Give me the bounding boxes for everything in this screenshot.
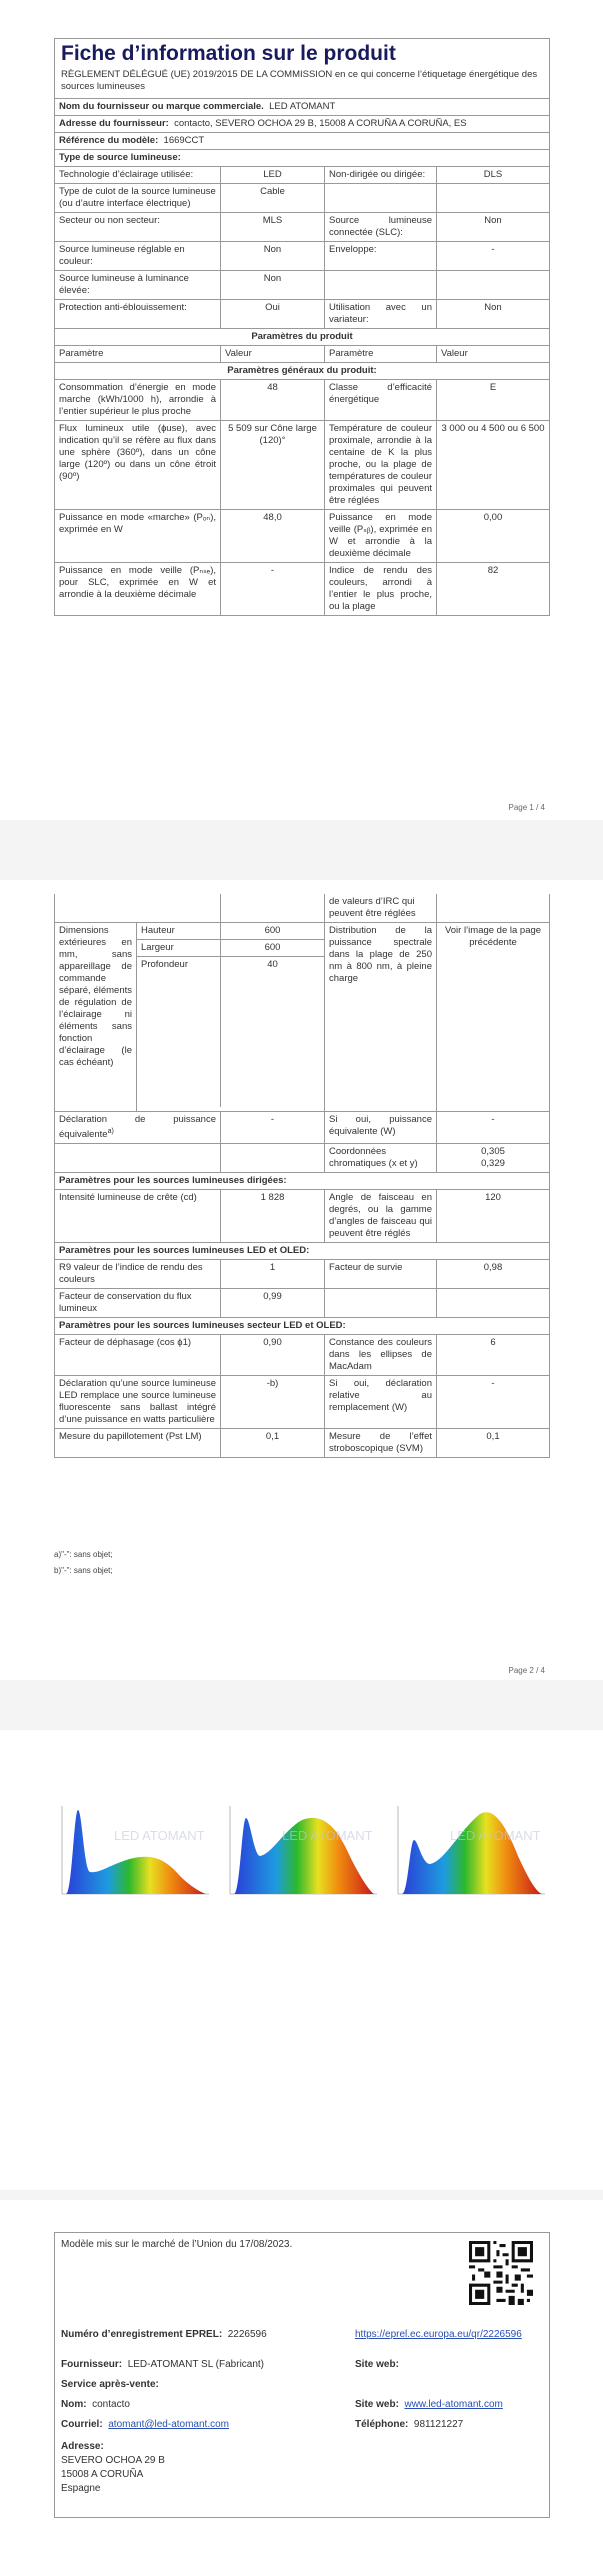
cell-value: -b) <box>221 1376 325 1428</box>
addr-label: Adresse: <box>61 2441 104 2452</box>
type-row <box>55 167 549 184</box>
footnote-a: a)"-": sans objet; <box>54 1550 113 1559</box>
cell-value: Non <box>484 302 502 313</box>
cell-label: Enveloppe: <box>325 242 437 270</box>
cell-value: Voir l’image de la page précédente <box>444 925 542 948</box>
page-number: Page 1 / 4 <box>508 803 545 812</box>
cell-label: Intensité lumineuse de crête (cd) <box>55 1190 221 1242</box>
info-sheet-page-1 <box>54 38 550 616</box>
site-label: Site web: <box>355 2359 399 2370</box>
mls-header: Paramètres pour les sources lumineuses secteur LED et OLED: <box>59 1320 346 1332</box>
cell-label: R9 valeur de l’indice de rendu des couleurs <box>55 1260 221 1288</box>
param-row <box>55 1112 549 1144</box>
cell-label: Classe d’efficacité énergétique <box>325 380 437 420</box>
eprel-link[interactable]: https://eprel.ec.europa.eu/qr/2226596 <box>355 2329 522 2340</box>
reg-label: Numéro d’enregistrement EPREL: <box>61 2329 223 2340</box>
cell-label: Angle de faisceau en degrés, ou la gamme d’angles de faisceau qui peuvent être réglés <box>325 1190 437 1242</box>
watermark-text: LED ATOMANT <box>450 1828 541 1843</box>
cell-value: 0,1 <box>486 1431 500 1443</box>
cell-value: 6 <box>490 1337 496 1349</box>
type-row <box>55 271 549 300</box>
page-4 <box>0 2200 603 2560</box>
footnote-b: b)"-": sans objet; <box>54 1566 113 1575</box>
type-row <box>55 242 549 271</box>
param-row <box>55 1289 549 1318</box>
eprel-info-box <box>54 2232 550 2518</box>
cell-label: Puissance en mode veille (Pₛᵦ), exprimée en W et arrondie à la deuxième décimale <box>325 510 437 562</box>
width-value: 600 <box>264 942 281 953</box>
page-2 <box>0 880 603 1680</box>
depth-value: 40 <box>267 959 278 970</box>
spectrum-image-1 <box>54 1800 214 1900</box>
led-header: Paramètres pour les sources lumineuses LED et OLED: <box>59 1245 310 1257</box>
supplier-label: Fournisseur: <box>61 2359 123 2370</box>
col-param: Paramètre <box>55 346 221 362</box>
cell-value: - <box>491 1378 495 1390</box>
name-value: contacto <box>92 2399 130 2410</box>
cell-label: Si oui, puissance équivalente (W) <box>325 1112 437 1143</box>
cell-label: Source lumineuse connectée (SLC): <box>325 213 437 241</box>
cell-value: 48,0 <box>221 510 325 562</box>
col-value: Valeur <box>441 348 468 359</box>
cell-value: - <box>221 563 325 615</box>
height-label: Hauteur <box>137 923 221 939</box>
cell-label: Flux lumineux utile (ɸuse), avec indication qu’il se réfère au flux dans une sphère (360º), dans un cône large (120º) ou dans un cône étroit (90º) <box>55 421 221 509</box>
cell-value: 48 <box>221 380 325 420</box>
cell-value <box>437 271 549 299</box>
cell-value: - <box>491 1114 495 1125</box>
cell-value: 0,00 <box>483 512 503 523</box>
cell-value: 120 <box>485 1192 501 1204</box>
cell-value <box>437 1289 549 1317</box>
cell-label: de valeurs d’IRC qui peuvent être réglées <box>325 894 437 922</box>
width-label: Largeur <box>137 940 221 956</box>
cell-label: Puissance en mode «marche» (Pₒₙ), exprimée en W <box>55 510 221 562</box>
type-row <box>55 300 549 329</box>
reg-value: 2226596 <box>227 2329 267 2340</box>
cell-label: Mesure du papillotement (Pst LM) <box>55 1429 221 1457</box>
cell-value: 0,90 <box>221 1335 325 1375</box>
cell-value: Non <box>221 242 325 270</box>
col-param: Paramètre <box>325 346 437 362</box>
cell-value <box>221 1144 325 1172</box>
supplier-value: LED-ATOMANT SL (Fabricant) <box>127 2359 265 2370</box>
page-number: Page 2 / 4 <box>508 1666 545 1675</box>
cell-value: 0,305 0,329 <box>481 1146 505 1170</box>
address-label: Adresse du fournisseur: <box>59 118 169 129</box>
type-header: Type de source lumineuse: <box>59 152 181 163</box>
cell-label: Puissance en mode veille (Pₙₛₑ), pour SLC, exprimée en W et arrondie à la deuxième décimale <box>55 563 221 615</box>
cell-label: Technologie d’éclairage utilisée: <box>55 167 221 183</box>
page-3 <box>0 1730 603 2190</box>
col-value: Valeur <box>221 346 325 362</box>
cell-value: Non <box>221 271 325 299</box>
cell-value: - <box>491 244 495 255</box>
email-link[interactable]: atomant@led-atomant.com <box>108 2419 229 2430</box>
model-label: Référence du modèle: <box>59 135 159 146</box>
param-row <box>55 1429 549 1457</box>
cell-label: Facteur de conservation du flux lumineux <box>55 1289 221 1317</box>
cell-label: Indice de rendu des couleurs, arrondi à l’entier le plus proche, ou la plage <box>325 563 437 615</box>
supplier-label: Nom du fournisseur ou marque commerciale. <box>59 101 264 112</box>
param-row <box>55 1335 549 1376</box>
website-link[interactable]: www.led-atomant.com <box>404 2399 503 2410</box>
tel-value: 981121227 <box>413 2419 464 2430</box>
cell-value: MLS <box>221 213 325 241</box>
param-row <box>55 563 549 615</box>
cell-label: Consommation d’énergie en mode marche (kWh/1000 h), arrondie à l’entier supérieur le plus proche <box>55 380 221 420</box>
cell-label <box>325 271 437 299</box>
cell-label: Facteur de survie <box>325 1260 437 1288</box>
cell-label: Facteur de déphasage (cos ϕ1) <box>55 1335 221 1375</box>
cell-label: Constance des couleurs dans les ellipses de MacAdam <box>325 1335 437 1375</box>
param-row <box>55 421 549 510</box>
cell-label: Distribution de la puissance spectrale dans la plage de 250 nm à 800 nm, à pleine charge <box>325 923 437 1111</box>
cell-value: Oui <box>221 300 325 328</box>
cell-value: DLS <box>483 169 503 180</box>
height-value: 600 <box>264 925 281 936</box>
cell-value: 1 828 <box>221 1190 325 1242</box>
type-row <box>55 213 549 242</box>
spectrum-image-3 <box>390 1800 550 1900</box>
cell-value: 0,1 <box>221 1429 325 1457</box>
cell-label: Si oui, déclaration relative au remplacement (W) <box>325 1376 437 1428</box>
cell-label: Secteur ou non secteur: <box>55 213 221 241</box>
cell-value: E <box>489 382 497 393</box>
param-row <box>55 1190 549 1243</box>
site2-label: Site web: <box>355 2399 399 2410</box>
cell-label: Utilisation avec un variateur: <box>325 300 437 328</box>
cell-value <box>437 184 549 212</box>
cell-label: Protection anti-éblouissement: <box>55 300 221 328</box>
cell-label: Source lumineuse à luminance élevée: <box>55 271 221 299</box>
tel-label: Téléphone: <box>355 2419 409 2430</box>
param-row <box>55 1260 549 1289</box>
cell-label: Température de couleur proximale, arrondie à la centaine de K la plus proche, ou la plage de températures de couleur proximales qui peuvent être réglées <box>325 421 437 509</box>
addr-line-1: SEVERO OCHOA 29 B <box>61 2455 165 2466</box>
cell-label: Coordonnées chromatiques (x et y) <box>325 1144 437 1172</box>
directional-header: Paramètres pour les sources lumineuses dirigées: <box>59 1175 287 1187</box>
service-header: Service après-vente: <box>61 2379 159 2390</box>
addr-line-2: 15008 A CORUÑA <box>61 2469 144 2480</box>
cell-label <box>325 184 437 212</box>
page-1 <box>0 0 603 820</box>
page-title: Fiche d’information sur le produit <box>61 42 396 65</box>
cell-value: Non <box>484 215 502 226</box>
name-label: Nom: <box>61 2399 87 2410</box>
cell-value: 1 <box>221 1260 325 1288</box>
cell-value: 82 <box>487 565 499 576</box>
depth-label: Profondeur <box>137 957 221 1107</box>
info-sheet-page-2 <box>54 894 550 1458</box>
address-value: contacto, SEVERO OCHOA 29 B, 15008 A CORUÑA A CORUÑA, ES <box>174 118 467 129</box>
cell-value: 3 000 ou 4 500 ou 6 500 <box>441 423 545 434</box>
param-row <box>55 1144 549 1173</box>
param-row <box>55 1376 549 1429</box>
params-header: Paramètres du produit <box>251 331 353 342</box>
spectrum-image-2 <box>222 1800 382 1900</box>
cell-label: Non-dirigée ou dirigée: <box>325 167 437 183</box>
cell-value: - <box>221 1112 325 1143</box>
cell-label: Mesure de l’effet stroboscopique (SVM) <box>325 1429 437 1457</box>
footnote-ref: a) <box>107 1128 114 1135</box>
supplier-value: LED ATOMANT <box>269 101 336 112</box>
watermark-text: LED ATOMANT <box>114 1828 205 1843</box>
param-row <box>55 510 549 563</box>
cell-label: Source lumineuse réglable en couleur: <box>55 242 221 270</box>
qr-code <box>469 2241 533 2305</box>
watermark-text: LED ATOMANT <box>282 1828 373 1843</box>
cell-label: Déclaration qu’une source lumineuse LED remplace une source lumineuse fluorescente sans ballast intégré d’une puissance en watts particulière <box>55 1376 221 1428</box>
cell-label <box>55 1144 221 1172</box>
cell-label: Type de culot de la source lumineuse (ou d’autre interface électrique) <box>55 184 221 212</box>
dimensions-row <box>55 923 549 1112</box>
type-row <box>55 184 549 213</box>
mail-label: Courriel: <box>61 2419 103 2430</box>
cell-label: Déclaration de puissance équivalente <box>59 1114 216 1141</box>
cell-value: 0,98 <box>483 1262 503 1274</box>
dimensions-label: Dimensions extérieures en mm, sans appareillage de commande séparé, éléments de régulation de l’éclairage ni éléments sans fonction d’éclairage (le cas échéant) <box>55 923 137 1111</box>
addr-line-3: Espagne <box>61 2483 101 2494</box>
cell-value: LED <box>221 167 325 183</box>
param-row <box>55 380 549 421</box>
cell-label <box>325 1289 437 1317</box>
model-value: 1669CCT <box>163 135 205 146</box>
market-date: Modèle mis sur le marché de l’Union du 17/08/2023. <box>61 2239 293 2250</box>
cell-value: Cable <box>221 184 325 212</box>
general-header: Paramètres généraux du produit: <box>227 365 377 376</box>
cell-value: 0,99 <box>221 1289 325 1317</box>
regulation-intro: RÈGLEMENT DÉLÉGUÉ (UE) 2019/2015 DE LA COMMISSION en ce qui concerne l’étiquetage énergétique des sources lumineuses <box>55 67 549 99</box>
cell-value: 5 509 sur Cône large (120)° <box>221 421 325 509</box>
